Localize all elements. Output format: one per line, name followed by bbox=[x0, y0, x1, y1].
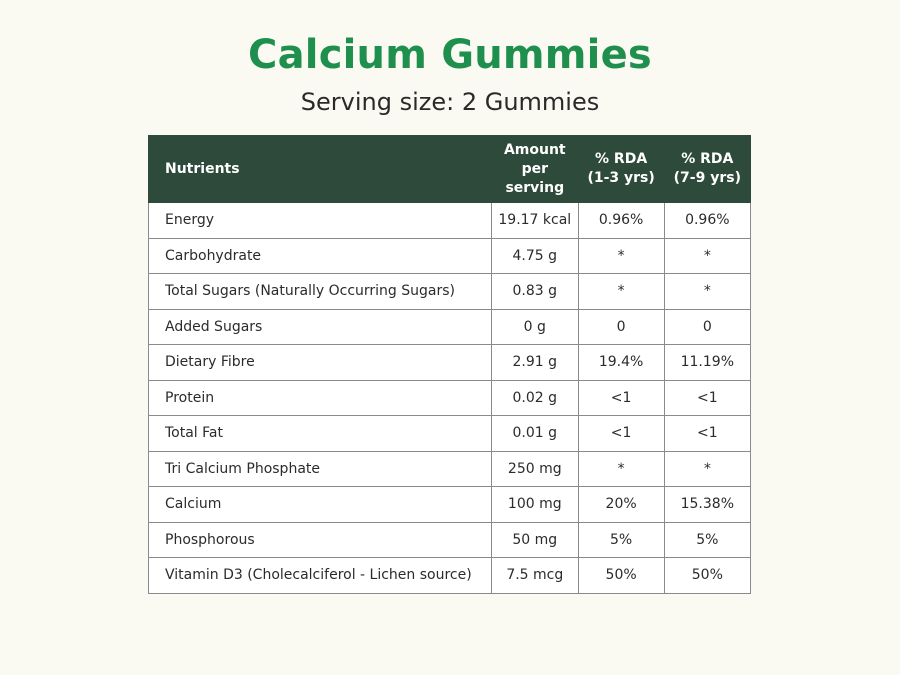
header-amount-line1: Amount bbox=[503, 141, 566, 158]
page-title: Calcium Gummies bbox=[248, 32, 652, 78]
rda-7-9-value: 11.19% bbox=[664, 345, 750, 381]
rda-1-3-value: 0.96% bbox=[578, 203, 664, 239]
nutrient-name: Tri Calcium Phosphate bbox=[149, 451, 492, 487]
amount-per-serving: 7.5 mcg bbox=[491, 558, 578, 594]
rda-1-3-value: * bbox=[578, 274, 664, 310]
header-rda-7-9 bbox=[664, 136, 750, 203]
serving-size: Serving size: 2 Gummies bbox=[300, 88, 600, 116]
nutrient-name: Carbohydrate bbox=[149, 238, 492, 274]
nutrient-name: Total Sugars (Naturally Occurring Sugars) bbox=[149, 274, 492, 310]
rda-1-3-value: 19.4% bbox=[578, 345, 664, 381]
rda-7-9-value: 50% bbox=[664, 558, 750, 594]
amount-per-serving: 100 mg bbox=[491, 487, 578, 523]
table-row bbox=[149, 238, 751, 274]
table-row bbox=[149, 522, 751, 558]
nutrition-table bbox=[148, 135, 751, 594]
rda-1-3-value: <1 bbox=[578, 416, 664, 452]
table-row bbox=[149, 345, 751, 381]
rda-7-9-value: 15.38% bbox=[664, 487, 750, 523]
rda-7-9-value: <1 bbox=[664, 416, 750, 452]
header-nutrients-label: Nutrients bbox=[165, 160, 240, 177]
table-row bbox=[149, 380, 751, 416]
header-amount-line3: serving bbox=[505, 179, 565, 196]
amount-per-serving: 19.17 kcal bbox=[491, 203, 578, 239]
rda-7-9-value: * bbox=[664, 451, 750, 487]
header-rda1-line2: (1-3 yrs) bbox=[587, 170, 655, 186]
table-row bbox=[149, 558, 751, 594]
header-rda1-line1: % RDA bbox=[595, 151, 648, 167]
rda-1-3-value: 5% bbox=[578, 522, 664, 558]
header-rda2-line2: (7-9 yrs) bbox=[673, 170, 741, 186]
table-row bbox=[149, 203, 751, 239]
rda-7-9-value: <1 bbox=[664, 380, 750, 416]
nutrient-name: Calcium bbox=[149, 487, 492, 523]
header-amount bbox=[491, 136, 578, 203]
rda-7-9-value: 5% bbox=[664, 522, 750, 558]
header-rda2-line1: % RDA bbox=[681, 151, 734, 167]
table-row bbox=[149, 274, 751, 310]
rda-1-3-value: 0 bbox=[578, 309, 664, 345]
amount-per-serving: 4.75 g bbox=[491, 238, 578, 274]
rda-1-3-value: * bbox=[578, 451, 664, 487]
table-row bbox=[149, 416, 751, 452]
nutrient-name: Vitamin D3 (Cholecalciferol - Lichen source) bbox=[149, 558, 492, 594]
nutrient-name: Total Fat bbox=[149, 416, 492, 452]
nutrient-name: Dietary Fibre bbox=[149, 345, 492, 381]
amount-per-serving: 0 g bbox=[491, 309, 578, 345]
rda-7-9-value: 0.96% bbox=[664, 203, 750, 239]
nutrient-name: Phosphorous bbox=[149, 522, 492, 558]
amount-per-serving: 0.02 g bbox=[491, 380, 578, 416]
header-rda-1-3 bbox=[578, 136, 664, 203]
table-row bbox=[149, 487, 751, 523]
nutrient-name: Added Sugars bbox=[149, 309, 492, 345]
rda-1-3-value: <1 bbox=[578, 380, 664, 416]
header-amount-line2: per bbox=[521, 160, 548, 177]
amount-per-serving: 0.83 g bbox=[491, 274, 578, 310]
amount-per-serving: 250 mg bbox=[491, 451, 578, 487]
rda-1-3-value: * bbox=[578, 238, 664, 274]
rda-7-9-value: * bbox=[664, 274, 750, 310]
rda-7-9-value: 0 bbox=[664, 309, 750, 345]
rda-1-3-value: 20% bbox=[578, 487, 664, 523]
table-row bbox=[149, 451, 751, 487]
table-header-row bbox=[149, 136, 751, 203]
table-row bbox=[149, 309, 751, 345]
header-nutrients bbox=[149, 136, 492, 203]
amount-per-serving: 0.01 g bbox=[491, 416, 578, 452]
rda-7-9-value: * bbox=[664, 238, 750, 274]
amount-per-serving: 50 mg bbox=[491, 522, 578, 558]
rda-1-3-value: 50% bbox=[578, 558, 664, 594]
amount-per-serving: 2.91 g bbox=[491, 345, 578, 381]
nutrient-name: Energy bbox=[149, 203, 492, 239]
nutrient-name: Protein bbox=[149, 380, 492, 416]
